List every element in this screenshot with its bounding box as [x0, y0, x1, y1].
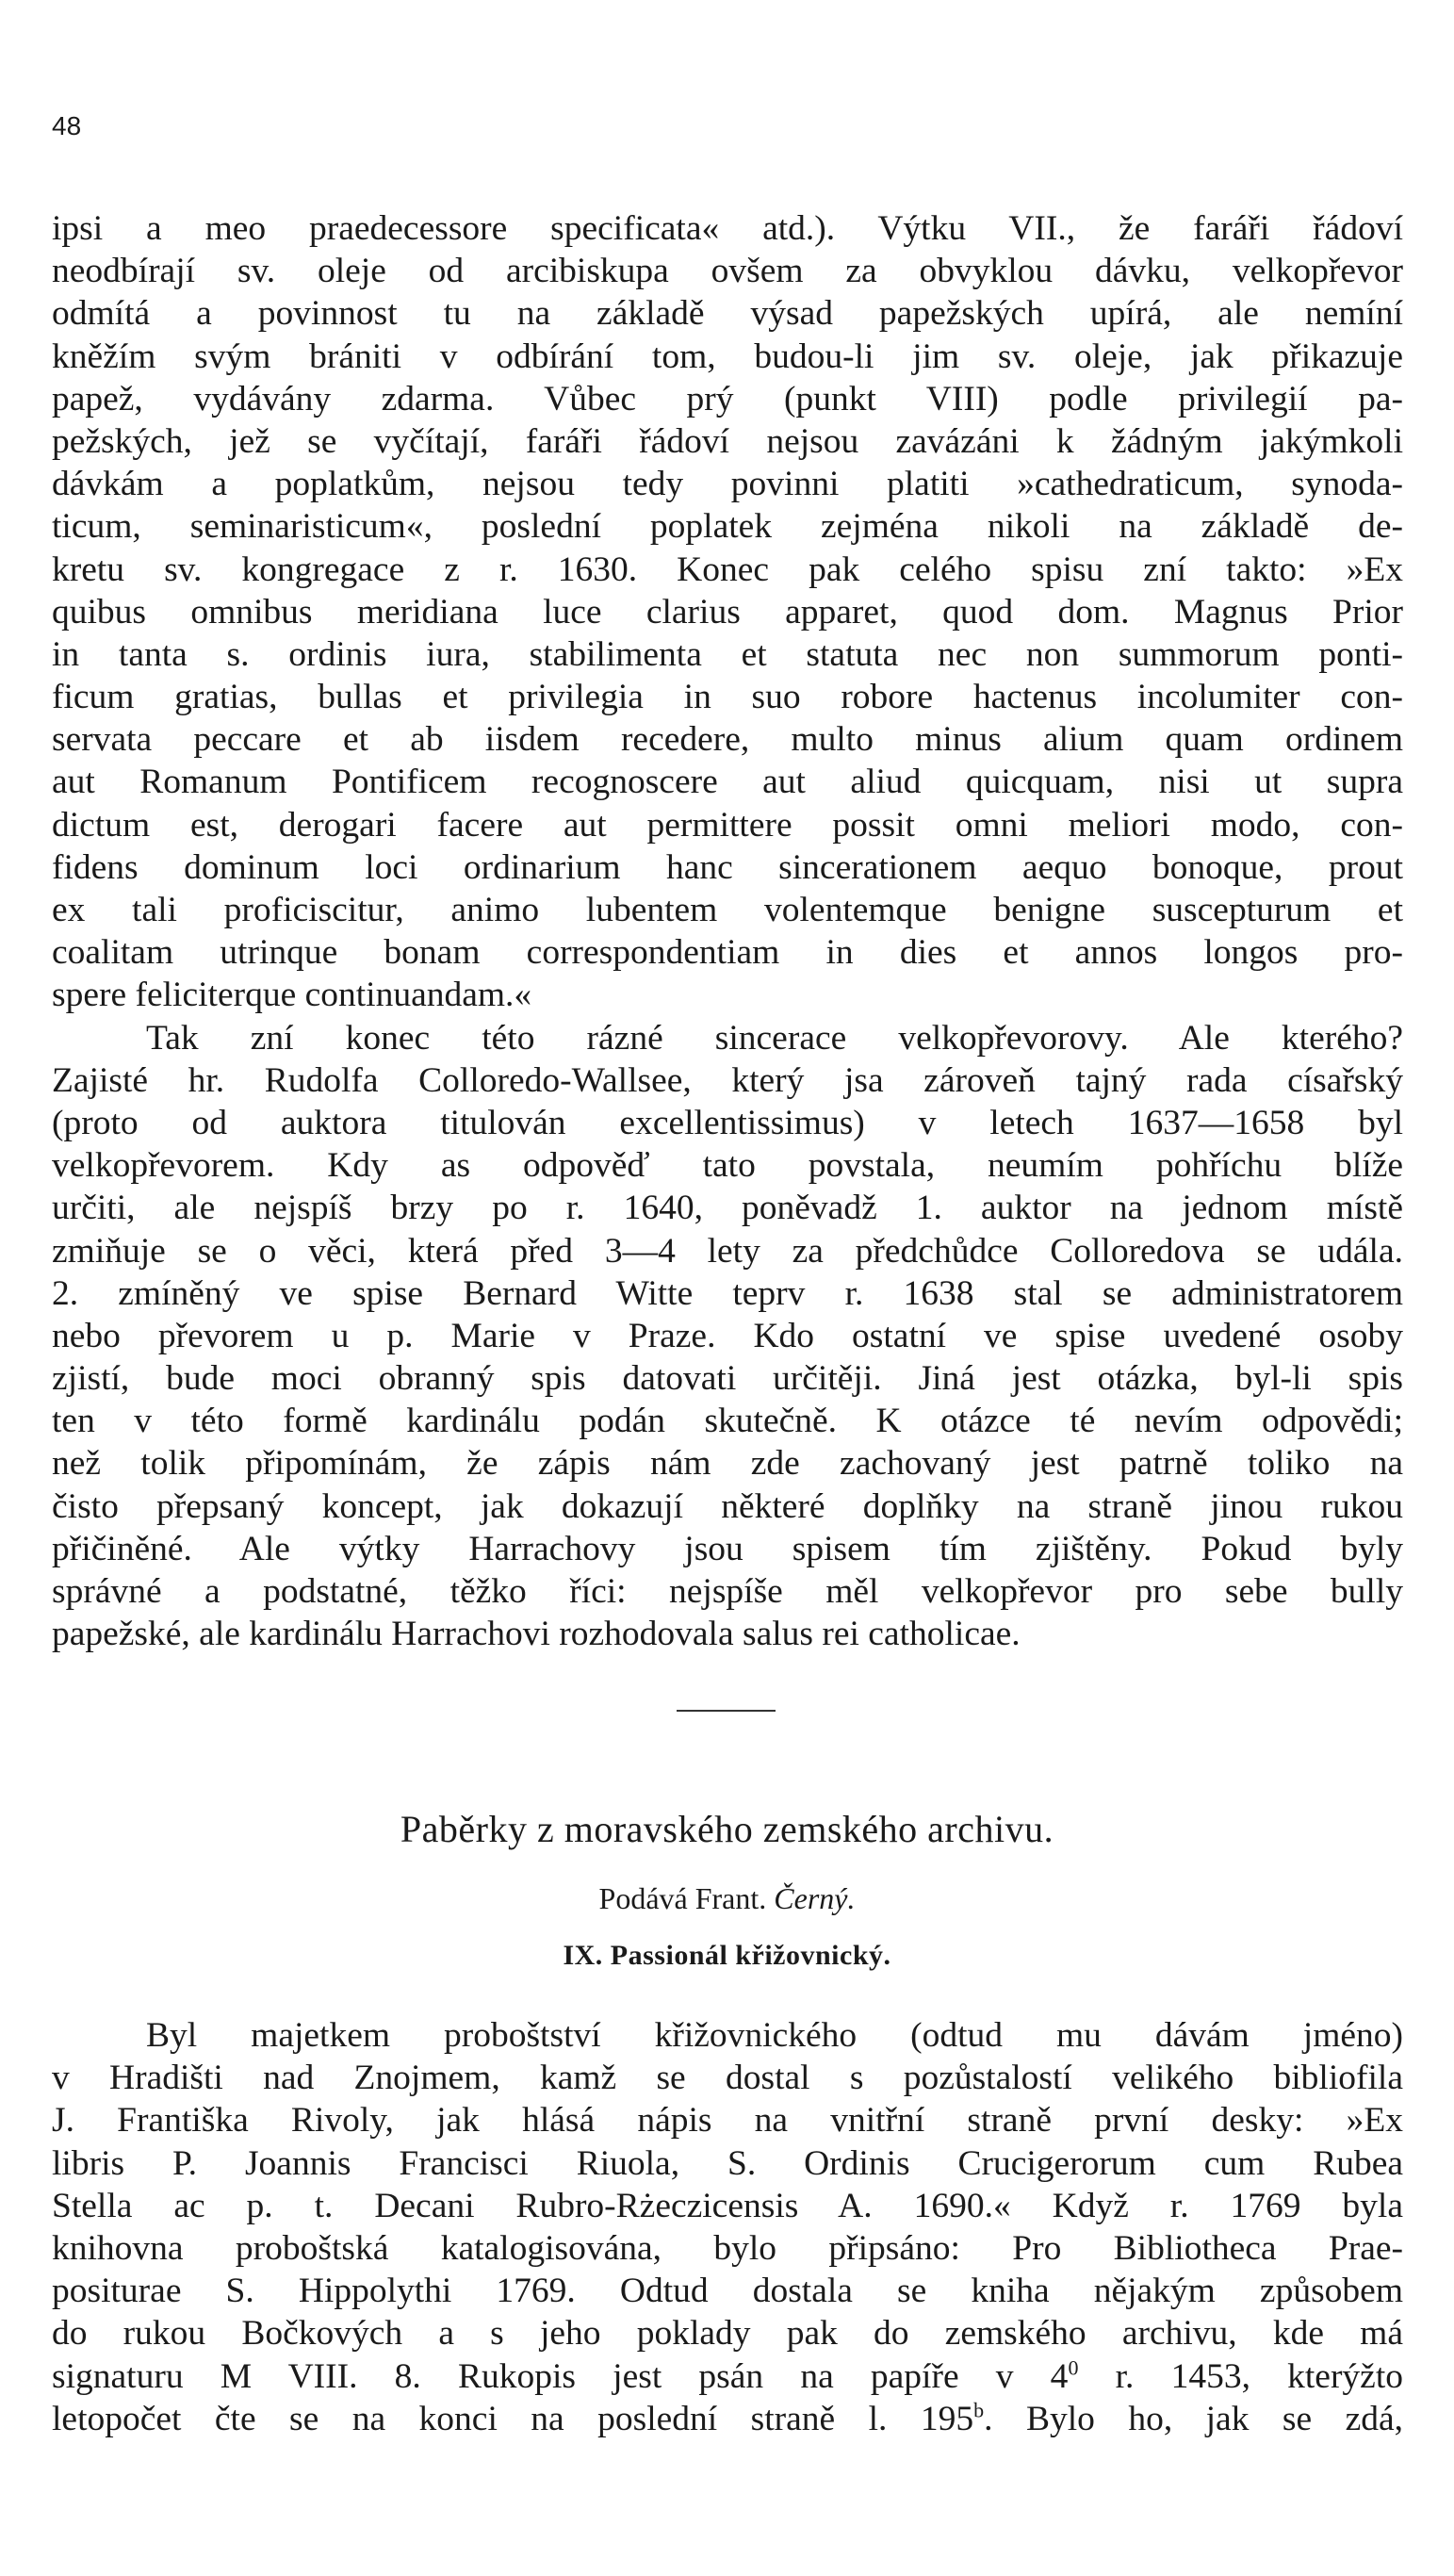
text-line: Byl majetkem proboštství křižovnického (odtud mu dávám jméno)	[146, 2016, 1403, 2055]
text-line: papežské, ale kardinálu Harrachovi rozhodovala salus rei catholicae.	[52, 1615, 1021, 1654]
text-segment: signaturu M VIII. 8. Rukopis jest psán na papíře v 4	[52, 2356, 1069, 2396]
superscript: 0	[1068, 2355, 1079, 2379]
text-line: dávkám a poplatkům, nejsou tedy povinni platiti »cathedraticum, synoda-	[52, 465, 1403, 504]
text-line: spere feliciterque continuandam.«	[52, 976, 532, 1015]
section-text-block	[52, 2014, 1403, 2440]
text-line: in tanta s. ordinis iura, stabilimenta et statuta nec non summorum ponti-	[52, 634, 1403, 674]
text-line: správné a podstatné, těžko říci: nejspíše měl velkopřevor pro sebe bully	[52, 1572, 1403, 1611]
text-line: než tolik připomínám, že zápis nám zde zachovaný jest patrně toliko na	[52, 1444, 1403, 1484]
text-line: odmítá a povinnost tu na základě výsad papežských upírá, ale nemíní	[52, 294, 1403, 334]
text-line: Stella ac p. t. Decani Rubro-Rżeczicensis A. 1690.« Když r. 1769 byla	[52, 2186, 1403, 2225]
text-line: v Hradišti nad Znojmem, kamž se dostal s pozůstalostí velikého bibliofila	[52, 2059, 1403, 2098]
text-line: zjistí, bude moci obranný spis datovati určitěji. Jiná jest otázka, byl-li spis	[52, 1359, 1403, 1399]
text-line: velkopřevorem. Kdy as odpověď tato povstala, neumím pohříchu blíže	[52, 1146, 1403, 1186]
text-line: čisto přepsaný koncept, jak dokazují některé doplňky na straně jinou rukou	[52, 1486, 1403, 1526]
text-line: pežských, jež se vyčítají, faráři řádoví nejsou zavázáni k žádným jakýmkoli	[52, 421, 1403, 461]
text-line: dictum est, derogari facere aut permittere possit omni meliori modo, con-	[52, 805, 1403, 845]
main-text-block	[52, 207, 1403, 1655]
text-line	[52, 2398, 1403, 2440]
text-line: knihovna proboštská katalogisována, bylo připsáno: Pro Bibliotheca Prae-	[52, 2228, 1403, 2268]
text-segment: .	[984, 2399, 1026, 2438]
text-line: libris P. Joannis Francisci Riuola, S. Ordinis Crucigerorum cum Rubea	[52, 2143, 1403, 2183]
text-line: kněžím svým brániti v odbírání tom, budou-li jim sv. oleje, jak přikazuje	[52, 336, 1403, 376]
text-line	[52, 2355, 1403, 2398]
text-segment: r. 1453, kterýžto	[1078, 2356, 1403, 2396]
text-line: positurae S. Hippolythi 1769. Odtud dostala se kniha nějakým způsobem	[52, 2272, 1403, 2311]
text-segment: letopočet čte se na konci na poslední straně l. 195	[52, 2399, 974, 2438]
text-line: ficum gratias, bullas et privilegia in suo robore hactenus incolumiter con-	[52, 678, 1403, 717]
text-line: Tak zní konec této rázné sincerace velkopřevorovy. Ale kterého?	[146, 1018, 1403, 1058]
text-line: neodbírají sv. oleje od arcibiskupa ovšem za obvyklou dávku, velkopřevor	[52, 252, 1403, 291]
text-line: ex tali proficiscitur, animo lubentem volentemque benigne suscepturum et	[52, 891, 1403, 929]
text-line: určiti, ale nejspíš brzy po r. 1640, poněvadž 1. auktor na jednom místě	[52, 1189, 1403, 1228]
text-line: ipsi a meo praedecessore specificata« atd.). Výtku VII., že faráři řádoví	[52, 209, 1403, 248]
superscript: b	[973, 2398, 985, 2422]
subsection-title: IX. Passionál křižovnický.	[563, 1940, 891, 1971]
text-line: do rukou Bočkových a s jeho poklady pak do zemského archivu, kde má	[52, 2314, 1403, 2354]
text-line: 2. zmíněný ve spise Bernard Witte teprv r. 1638 stal se administratorem	[52, 1273, 1403, 1313]
section-title: Paběrky z moravského zemského archivu.	[400, 1808, 1054, 1850]
text-line: zmiňuje se o věci, která před 3—4 lety za předchůdce Colloredova se udála.	[52, 1231, 1403, 1271]
byline	[0, 1881, 1454, 1916]
text-line: fidens dominum loci ordinarium hanc sincerationem aequo bonoque, prout	[52, 847, 1403, 887]
text-line: přičiněné. Ale výtky Harrachovy jsou spisem tím zjištěny. Pokud byly	[52, 1529, 1403, 1568]
text-line: papež, vydávány zdarma. Vůbec prý (punkt VIII) podle privilegií pa-	[52, 379, 1403, 418]
byline-prefix: Podává Frant.	[598, 1881, 767, 1915]
section-divider	[677, 1710, 776, 1712]
text-line: J. Františka Rivoly, jak hlásá nápis na vnitřní straně první desky: »Ex	[52, 2101, 1403, 2141]
text-line: nebo převorem u p. Marie v Praze. Kdo ostatní ve spise uvedené osoby	[52, 1316, 1403, 1355]
text-segment: Bylo ho, jak se zdá,	[1025, 2399, 1403, 2438]
text-line: quibus omnibus meridiana luce clarius apparet, quod dom. Magnus Prior	[52, 592, 1403, 632]
page-number: 48	[52, 111, 82, 140]
text-line: ticum, seminaristicum«, poslední poplatek zejména nikoli na základě de-	[52, 507, 1403, 547]
text-line: (proto od auktora titulován excellentissimus) v letech 1637—1658 byl	[52, 1103, 1403, 1142]
text-line: ten v této formě kardinálu podán skutečně. K otázce té nevím odpovědi;	[52, 1402, 1403, 1441]
text-line: kretu sv. kongregace z r. 1630. Konec pak celého spisu zní takto: »Ex	[52, 550, 1403, 589]
text-line: coalitam utrinque bonam correspondentiam in dies et annos longos pro-	[52, 933, 1403, 973]
text-line: Zajisté hr. Rudolfa Colloredo-Wallsee, který jsa zároveň tajný rada císařský	[52, 1060, 1403, 1100]
byline-author: Černý.	[774, 1881, 856, 1915]
text-line: aut Romanum Pontificem recognoscere aut aliud quicquam, nisi ut supra	[52, 763, 1403, 802]
text-line: servata peccare et ab iisdem recedere, multo minus alium quam ordinem	[52, 720, 1403, 760]
